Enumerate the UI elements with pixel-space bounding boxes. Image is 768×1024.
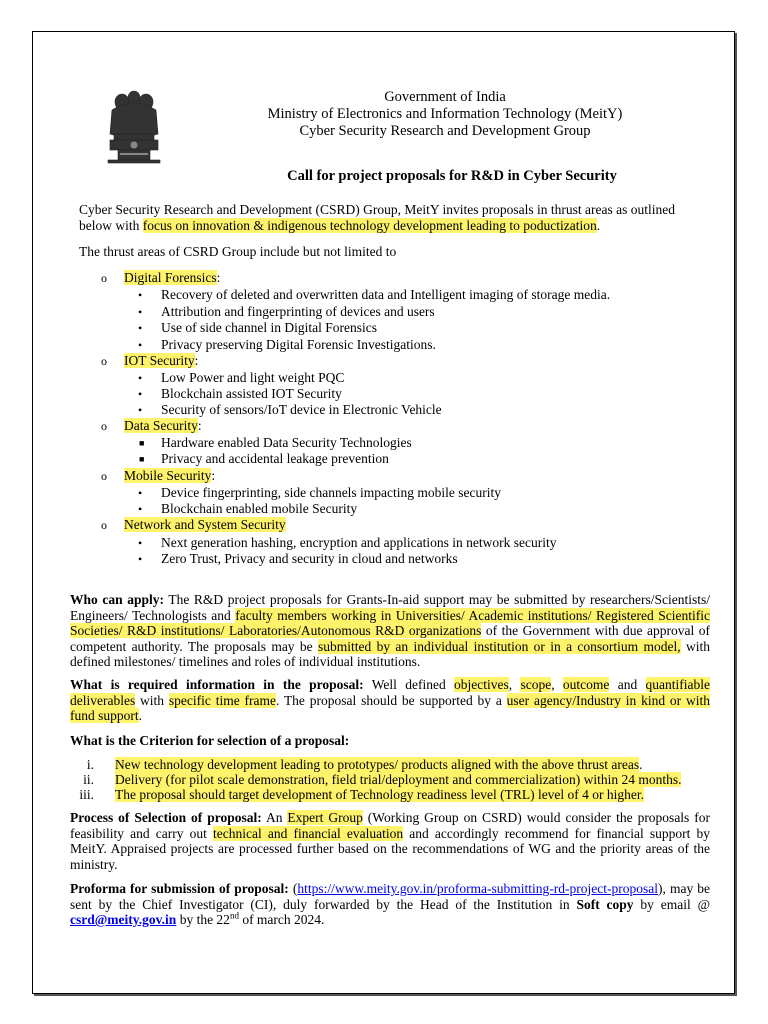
- list-item: Zero Trust, Privacy and security in cloud and networks: [161, 551, 458, 566]
- list-item: Low Power and light weight PQC: [161, 370, 345, 385]
- bullet: •: [138, 502, 143, 516]
- square-bullet: ■: [139, 454, 145, 464]
- bullet: •: [138, 371, 143, 385]
- list-number: i.: [86, 757, 94, 772]
- intro-line-2: below with focus on innovation & indigenous technology development leading to poductization.: [79, 218, 601, 233]
- process-paragraph: Process of Selection of proposal: An Expert Group (Working Group on CSRD) would consider the proposals for feasibility and carry out technical and financial evaluation and accordingly recommend for financial support by MeitY. Appraised projects are processed further based on the recommendations of WG and the priority areas of the ministry.: [70, 810, 710, 872]
- thrust-area-digital-forensics: Digital Forensics:: [124, 270, 221, 285]
- email-link[interactable]: csrd@meity.gov.in: [70, 912, 177, 927]
- criterion-item-1: New technology development leading to prototypes/ products aligned with the above thrust areas.: [115, 757, 643, 772]
- intro-line-1: Cyber Security Research and Development (CSRD) Group, MeitY invites proposals in thrust areas as outlined: [79, 202, 676, 217]
- list-item: Recovery of deleted and overwritten data and Intelligent imaging of storage media.: [161, 287, 611, 302]
- criterion-heading: What is the Criterion for selection of a proposal:: [70, 733, 350, 748]
- criterion-item-2: Delivery (for pilot scale demonstration, field trial/deployment and commercialization) within 24 months.: [115, 772, 682, 787]
- thrust-area-data-security: Data Security:: [124, 418, 202, 433]
- bullet: •: [138, 403, 143, 417]
- header-line-2: Ministry of Electronics and Information Technology (MeitY): [267, 106, 623, 122]
- who-can-apply-paragraph: Who can apply: The R&D project proposals for Grants-In-aid support may be submitted by researchers/Scientists/ Engineers/ Technologists and faculty members working in Universities/ Academic institutions/ Registered Scientific Societies/ R&D institutions/ Laboratories/Autonomous R&D organizations of the Government with due approval of competent authority. The proposals may be submitted by an individual institution or in a consortium model, with defined milestones/ timelines and roles of individual institutions.: [70, 592, 711, 669]
- bullet: •: [138, 387, 143, 401]
- circle-bullet: o: [101, 518, 107, 532]
- header-line-3: Cyber Security Research and Development Group: [299, 123, 591, 139]
- list-item: Attribution and fingerprinting of devices and users: [161, 304, 435, 319]
- list-item: Device fingerprinting, side channels impacting mobile security: [161, 485, 502, 500]
- circle-bullet: o: [101, 419, 107, 433]
- header-line-1: Government of India: [384, 89, 506, 105]
- list-item: Blockchain assisted IOT Security: [161, 386, 342, 401]
- bullet: •: [138, 288, 143, 302]
- document-title: Call for project proposals for R&D in Cyber Security: [287, 168, 617, 184]
- list-item: Blockchain enabled mobile Security: [161, 501, 358, 516]
- thrust-area-mobile-security: Mobile Security:: [124, 468, 216, 483]
- national-emblem-icon: [100, 88, 168, 174]
- criterion-item-3: The proposal should target development of Technology readiness level (TRL) level of 4 or higher.: [115, 787, 645, 802]
- list-item: Privacy preserving Digital Forensic Investigations.: [161, 337, 436, 352]
- list-item: Next generation hashing, encryption and applications in network security: [161, 535, 557, 550]
- list-item: Hardware enabled Data Security Technologies: [161, 435, 412, 450]
- list-number: ii.: [83, 772, 94, 787]
- bullet: •: [138, 552, 143, 566]
- proforma-link[interactable]: https://www.meity.gov.in/proforma-submitting-rd-project-proposal: [297, 881, 659, 896]
- list-item: Privacy and accidental leakage prevention: [161, 451, 389, 466]
- proforma-paragraph: Proforma for submission of proposal: (https://www.meity.gov.in/proforma-submitting-rd-project-proposal), may be sent by the Chief Investigator (CI), duly forwarded by the Head of the Institution in Soft copy by email @ csrd@meity.gov.in by the 22nd of march 2024.: [70, 881, 710, 927]
- thrust-area-iot-security: IOT Security:: [124, 353, 199, 368]
- circle-bullet: o: [101, 354, 107, 368]
- square-bullet: ■: [139, 438, 145, 448]
- bullet: •: [138, 338, 143, 352]
- circle-bullet: o: [101, 271, 107, 285]
- list-item: Use of side channel in Digital Forensics: [161, 320, 377, 335]
- bullet: •: [138, 305, 143, 319]
- list-number: iii.: [79, 787, 94, 802]
- bullet: •: [138, 321, 143, 335]
- required-info-paragraph: What is required information in the proposal: Well defined objectives, scope, outcome and quantifiable deliverables with specific time frame. The proposal should be supported by a user agency/Industry in kind or with fund support.: [70, 677, 711, 723]
- bullet: •: [138, 486, 143, 500]
- thrust-intro: The thrust areas of CSRD Group include but not limited to: [79, 244, 397, 259]
- list-item: Security of sensors/IoT device in Electronic Vehicle: [161, 402, 442, 417]
- bullet: •: [138, 536, 143, 550]
- thrust-area-network-security: Network and System Security: [124, 517, 286, 532]
- circle-bullet: o: [101, 469, 107, 483]
